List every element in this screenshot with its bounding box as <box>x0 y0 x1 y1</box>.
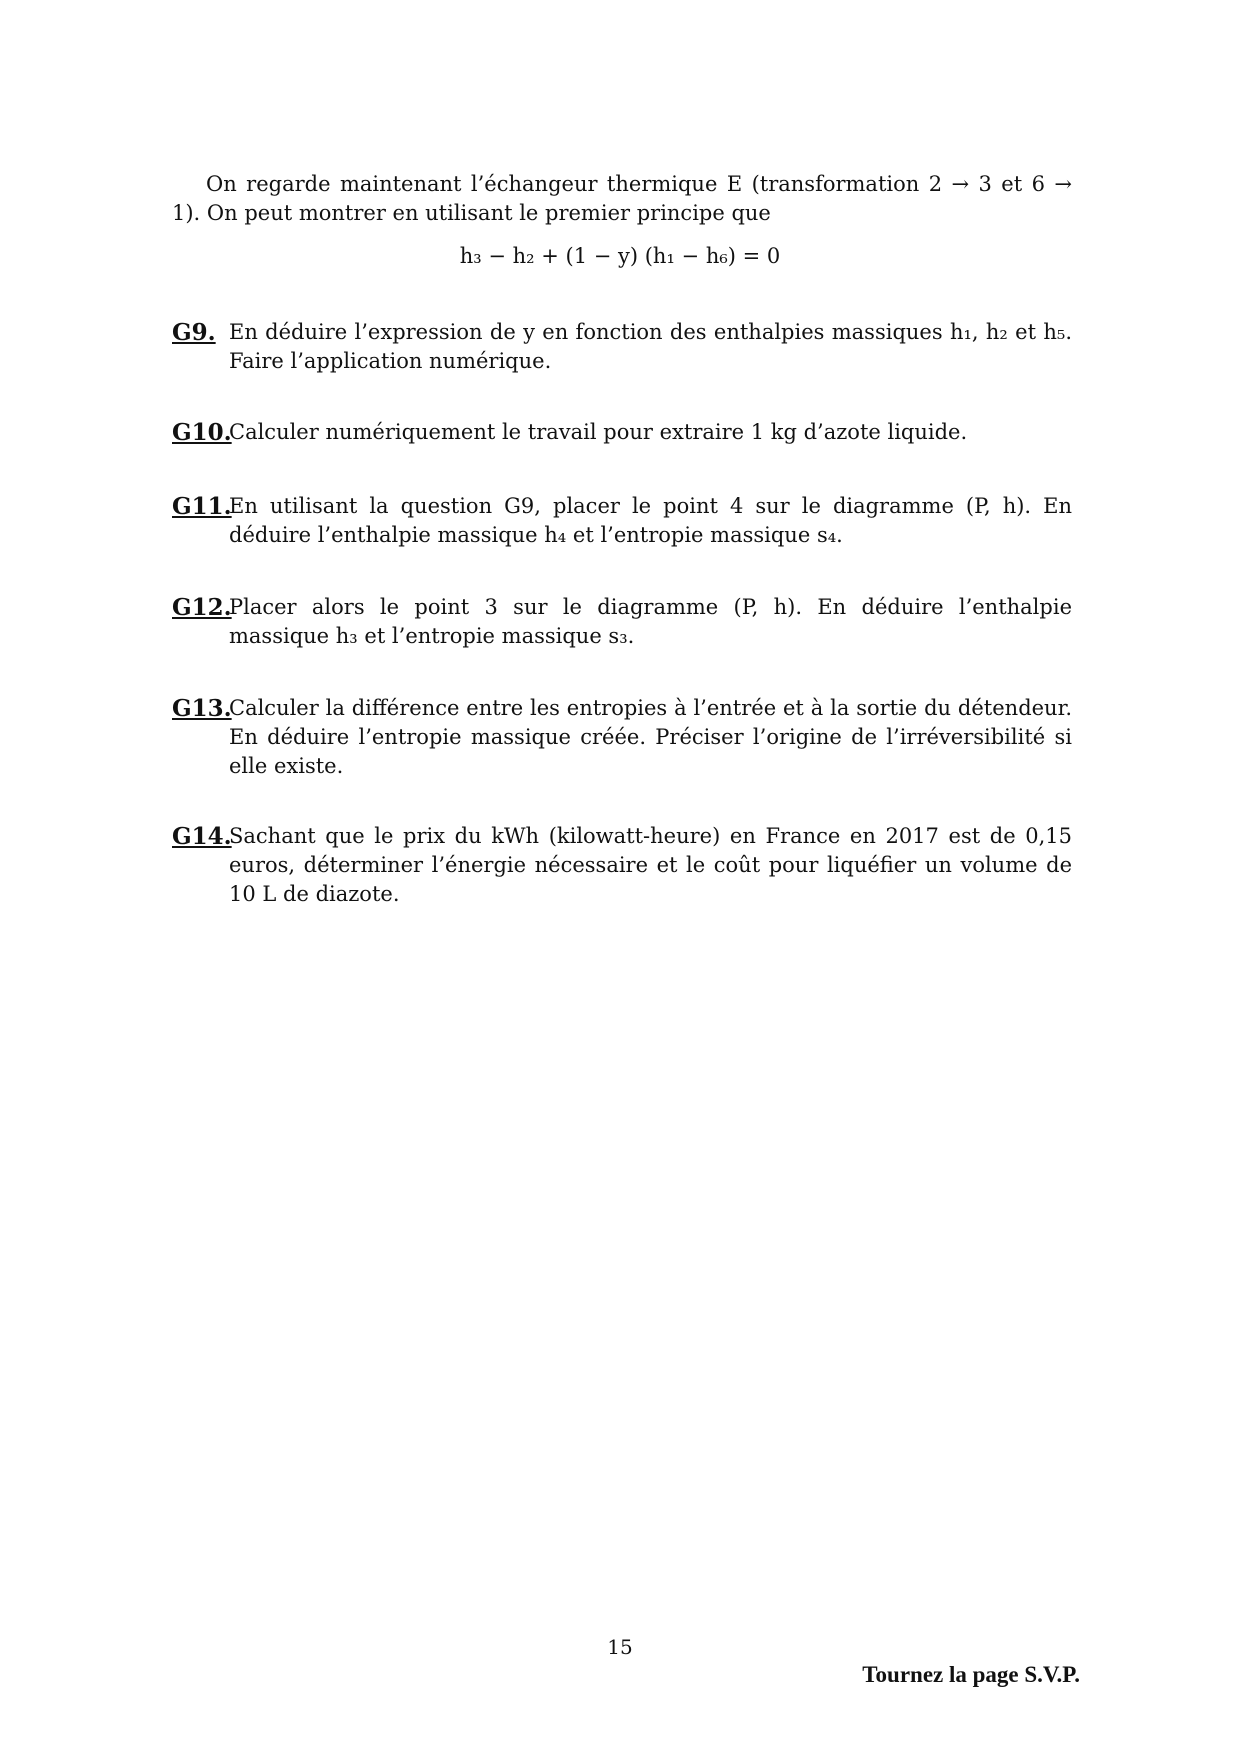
question-label: G13. <box>172 695 232 722</box>
question-label: G14. <box>172 823 232 850</box>
page-number: 15 <box>607 1635 633 1659</box>
question-text: Calculer la différence entre les entropies à l’entrée et à la sortie du détendeur. En déduire l’entropie massique créée. Préciser l’origine de l’irréversibilité si elle existe. <box>229 696 1072 778</box>
intro-text: On regarde maintenant l’échangeur thermique E (transformation 2 → 3 et 6 → 1). On peut montrer en utilisant le premier principe que <box>172 172 1072 225</box>
intro-paragraph <box>172 170 1072 228</box>
question-g13 <box>172 694 1072 781</box>
question-label: G9. <box>172 319 216 346</box>
question-text: Sachant que le prix du kWh (kilowatt-heure) en France en 2017 est de 0,15 euros, déterminer l’énergie nécessaire et le coût pour liquéfier un volume de 10 L de diazote. <box>229 824 1072 906</box>
question-text: Calculer numériquement le travail pour extraire 1 kg d’azote liquide. <box>229 420 968 444</box>
question-text: En déduire l’expression de y en fonction des enthalpies massiques h₁, h₂ et h₅. Faire l’application numérique. <box>229 320 1072 373</box>
energy-balance-equation: h₃ − h₂ + (1 − y) (h₁ − h₆) = 0 <box>459 244 781 268</box>
question-text: Placer alors le point 3 sur le diagramme (P, h). En déduire l’enthalpie massique h₃ et l’entropie massique s₃. <box>229 595 1072 648</box>
question-label: G11. <box>172 493 232 520</box>
question-g14 <box>172 822 1072 909</box>
question-g10 <box>172 418 1072 447</box>
question-g12 <box>172 593 1072 651</box>
question-text: En utilisant la question G9, placer le point 4 sur le diagramme (P, h). En déduire l’enthalpie massique h₄ et l’entropie massique s₄. <box>229 494 1072 547</box>
question-label: G10. <box>172 419 232 446</box>
question-g11 <box>172 492 1072 550</box>
turn-page-note: Tournez la page S.V.P. <box>862 1662 1080 1687</box>
question-label: G12. <box>172 594 232 621</box>
question-g9 <box>172 318 1072 376</box>
